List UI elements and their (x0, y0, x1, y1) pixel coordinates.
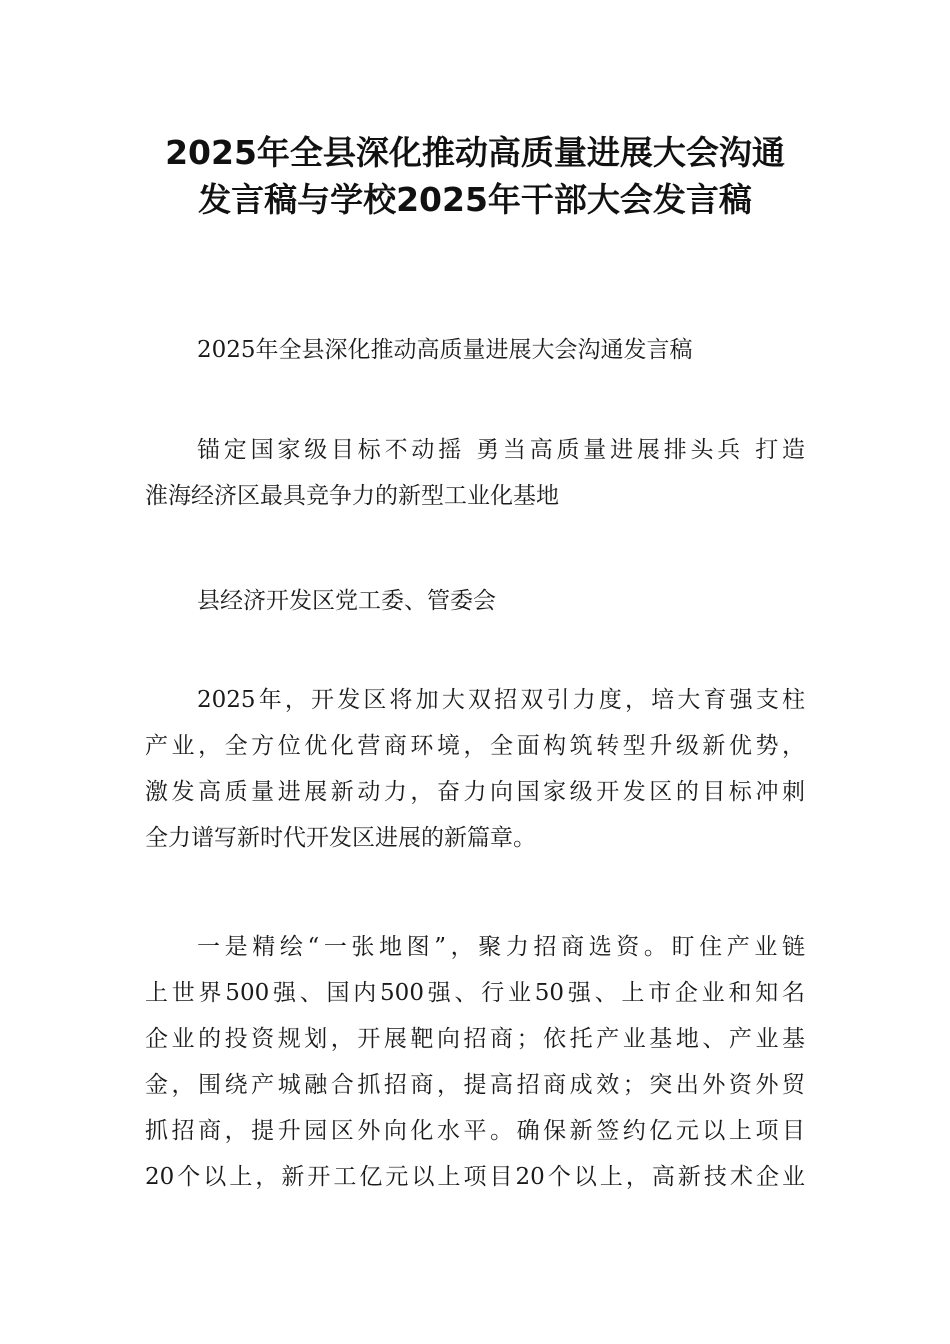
paragraph-line: 激发高质量进展新动力，奋力向国家级开发区的目标冲刺 (145, 779, 805, 805)
paragraph-line: 上世界500强、国内500强、行业50强、上市企业和知名 (145, 980, 805, 1006)
body-paragraph-2 (145, 924, 805, 1200)
subtitle-paragraph (145, 327, 805, 373)
heading-paragraph (145, 427, 805, 519)
paragraph-line: 20个以上，新开工亿元以上项目20个以上，高新技术企业 (145, 1164, 805, 1190)
document-title-line-2: 发言稿与学校2025年干部大会发言稿 (198, 180, 752, 219)
paragraph-line: 一是精绘“一张地图”，聚力招商选资。盯住产业链 (197, 934, 805, 960)
author-line: 县经济开发区党工委、管委会 (197, 588, 496, 614)
paragraph-line: 2025年，开发区将加大双招双引力度，培大育强支柱 (197, 687, 805, 713)
author-paragraph (145, 578, 805, 624)
paragraph-line: 企业的投资规划，开展靶向招商；依托产业基地、产业基 (145, 1026, 805, 1052)
paragraph-line: 全力谱写新时代开发区进展的新篇章。 (145, 825, 536, 851)
heading-line-1: 锚定国家级目标不动摇 勇当高质量进展排头兵 打造 (197, 437, 805, 463)
heading-line-2: 淮海经济区最具竞争力的新型工业化基地 (145, 483, 559, 509)
subtitle-line: 2025年全县深化推动高质量进展大会沟通发言稿 (197, 337, 693, 363)
body-paragraph-1 (145, 677, 805, 861)
paragraph-line: 产业，全方位优化营商环境，全面构筑转型升级新优势， (145, 733, 805, 759)
paragraph-line: 金，围绕产城融合抓招商，提高招商成效；突出外资外贸 (145, 1072, 805, 1098)
paragraph-line: 抓招商，提升园区外向化水平。确保新签约亿元以上项目 (145, 1118, 805, 1144)
document-title-line-1: 2025年全县深化推动高质量进展大会沟通 (165, 133, 785, 172)
